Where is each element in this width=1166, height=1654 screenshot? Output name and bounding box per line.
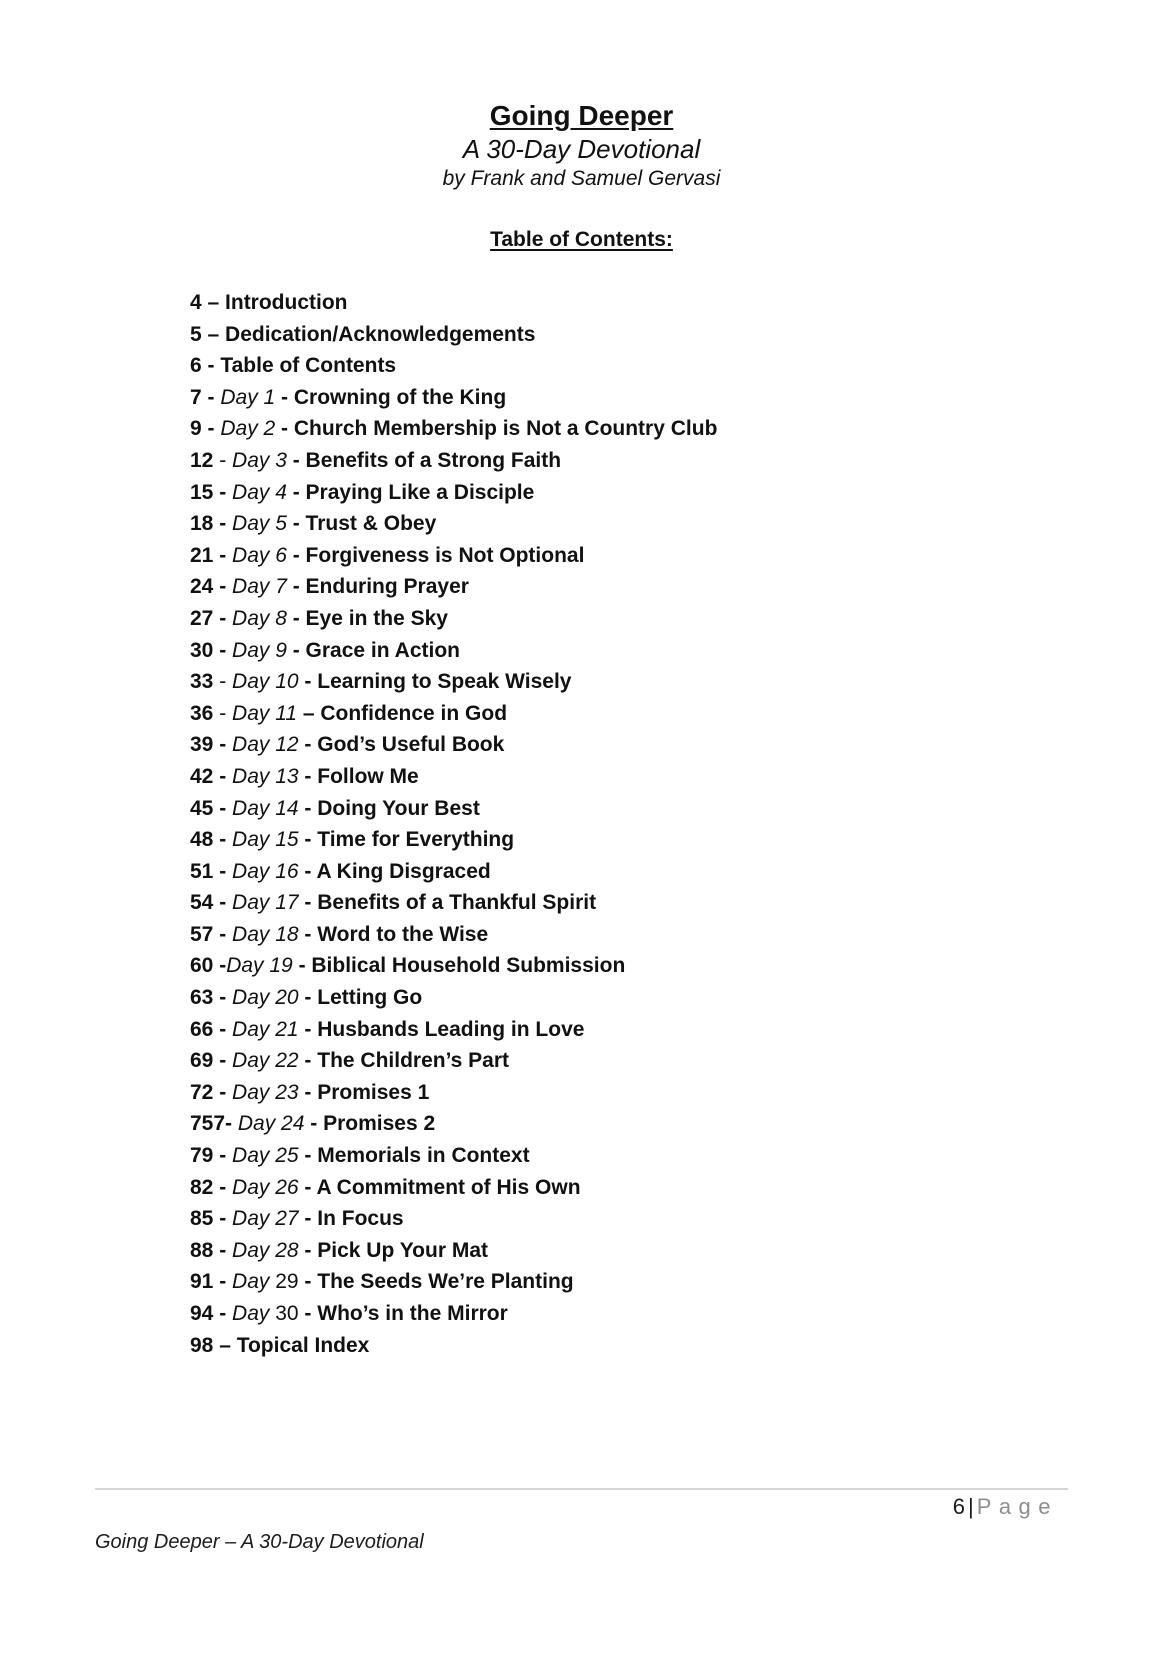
toc-heading: Table of Contents:: [490, 228, 673, 251]
toc-entry-segment: Day 27: [232, 1207, 299, 1231]
toc-entry-segment: Day 28: [232, 1238, 299, 1262]
toc-entry-segment: - Benefits of a Thankful Spirit: [298, 891, 597, 915]
toc-entry-segment: - In Focus: [298, 1207, 404, 1231]
toc-entry-segment: Day 14: [232, 796, 299, 820]
toc-entry-segment: Day 24: [232, 1112, 305, 1136]
toc-entry-segment: Day 13: [232, 764, 299, 788]
page-number-separator: |: [967, 1494, 974, 1519]
toc-entry: [190, 1108, 1070, 1140]
toc-entry: [190, 319, 1070, 351]
footer-page-number: [953, 1494, 1058, 1520]
toc-entry-segment: 36: [190, 701, 214, 725]
toc-entry-segment: 30: [269, 1302, 299, 1325]
toc-entry: [190, 919, 1070, 951]
toc-entry-segment: 29: [269, 1270, 299, 1294]
toc-entry-segment: 24 -: [190, 575, 233, 599]
toc-entry-segment: 51 -: [190, 859, 233, 883]
toc-entry-segment: -: [213, 701, 233, 725]
toc-entry-segment: - Promises 2: [304, 1112, 436, 1136]
toc-entry: [190, 950, 1070, 982]
toc-entry-segment: – Confidence in God: [297, 701, 508, 725]
toc-entry: [190, 729, 1070, 761]
toc-entry-segment: Day 2: [220, 417, 276, 441]
toc-entry-segment: - Eye in the Sky: [286, 606, 448, 630]
toc-entry-segment: 91 -: [190, 1270, 233, 1294]
toc-entry-segment: Day 15: [232, 828, 299, 852]
toc-entry: [190, 413, 1070, 445]
byline: by Frank and Samuel Gervasi: [442, 167, 721, 190]
toc-entry-segment: 57 -: [190, 922, 233, 946]
toc-entry-segment: 21 -: [190, 543, 233, 567]
toc-entry: [190, 287, 1070, 319]
toc-entry-segment: Day 10: [232, 670, 299, 694]
toc-entry-segment: 48 -: [190, 828, 233, 852]
toc-entry-segment: - Doing Your Best: [298, 796, 480, 820]
toc-entry-segment: Day 5: [232, 512, 287, 536]
toc-entry-segment: - A King Disgraced: [298, 859, 491, 883]
toc-entry-segment: Day 19: [226, 954, 293, 978]
toc-entry-segment: - Grace in Action: [286, 638, 460, 662]
toc-entry-segment: 12: [190, 448, 214, 472]
page-word: Page: [976, 1494, 1058, 1519]
toc-entry: [190, 382, 1070, 414]
toc-entry-segment: Day 26: [232, 1175, 299, 1199]
page-subtitle: A 30-Day Devotional: [462, 134, 701, 164]
toc-entry: [190, 761, 1070, 793]
toc-entry-segment: Day 1: [220, 385, 276, 409]
toc-entry-segment: 5 – Dedication/Acknowledgements: [190, 322, 536, 346]
toc-entry-segment: Day 11: [232, 701, 298, 725]
toc-entry: [190, 1266, 1070, 1298]
toc-entry-segment: - Memorials in Context: [298, 1144, 530, 1168]
toc-entry-segment: -: [213, 448, 233, 472]
toc-entry-segment: - A Commitment of His Own: [298, 1175, 581, 1199]
footer-divider: [95, 1488, 1068, 1490]
toc-entry-segment: 88 -: [190, 1238, 233, 1262]
toc-entry: [190, 1014, 1070, 1046]
toc-entry: [190, 477, 1070, 509]
toc-entry-segment: - Praying Like a Disciple: [286, 480, 535, 504]
toc-entry-segment: 7 -: [190, 385, 221, 409]
toc-entry-segment: - Letting Go: [298, 986, 423, 1010]
toc-entry: [190, 1203, 1070, 1235]
toc-entry-segment: 63 -: [190, 986, 233, 1010]
toc-entry-segment: - Trust & Obey: [286, 512, 437, 536]
page-number-value: 6: [952, 1494, 965, 1519]
toc-entry: [190, 887, 1070, 919]
toc-entry-segment: - Learning to Speak Wisely: [298, 670, 572, 694]
toc-entry-segment: 15 -: [190, 480, 233, 504]
toc-entry-segment: Day 6: [232, 543, 287, 567]
toc-entry-segment: 94 -: [190, 1302, 233, 1325]
toc-entry: [190, 824, 1070, 856]
toc-entry: [190, 603, 1070, 635]
toc-entry-segment: Day 16: [232, 859, 299, 883]
toc-entry-segment: 30 -: [190, 638, 233, 662]
document-header: [95, 99, 1068, 193]
toc-entry-segment: 54 -: [190, 891, 233, 915]
toc-entry: [190, 1077, 1070, 1109]
toc-entry-segment: - Promises 1: [298, 1080, 430, 1104]
toc-entry-segment: -: [213, 670, 233, 694]
toc-entry-segment: - God’s Useful Book: [298, 733, 505, 757]
toc-entry-segment: 42 -: [190, 764, 233, 788]
toc-entry-segment: - Enduring Prayer: [286, 575, 469, 599]
toc-entry-segment: 757-: [190, 1112, 233, 1136]
toc-entry-segment: - The Children’s Part: [298, 1049, 509, 1073]
toc-entry: [190, 1172, 1070, 1204]
toc-entry-segment: - Forgiveness is Not Optional: [286, 543, 585, 567]
toc-entry-segment: 45 -: [190, 796, 233, 820]
toc-entry-segment: Day 7: [232, 575, 287, 599]
toc-entry-segment: - Time for Everything: [298, 828, 515, 852]
toc-entry-segment: Day 4: [232, 480, 287, 504]
toc-entry-segment: 79 -: [190, 1144, 233, 1168]
toc-entry-segment: 98 – Topical Index: [190, 1333, 370, 1357]
toc-entry-segment: Day 22: [232, 1049, 299, 1073]
toc-entry-segment: Day 25: [232, 1144, 299, 1168]
toc-entry-segment: Day 12: [232, 733, 299, 757]
toc-entry-segment: - Word to the Wise: [298, 922, 489, 946]
toc-entry-segment: 60 -: [190, 954, 227, 978]
toc-entry-segment: - Crowning of the King: [275, 385, 507, 409]
toc-entry-segment: - Follow Me: [298, 764, 419, 788]
toc-entry: [190, 1045, 1070, 1077]
toc-entry-segment: Day 18: [232, 922, 299, 946]
toc-list: [190, 287, 1070, 1361]
toc-entry: [190, 350, 1070, 382]
toc-entry: [190, 571, 1070, 603]
toc-entry: [190, 445, 1070, 477]
toc-entry-segment: 18 -: [190, 512, 233, 536]
toc-entry-segment: 27 -: [190, 606, 233, 630]
toc-entry-segment: Day: [232, 1270, 270, 1294]
toc-entry-segment: 66 -: [190, 1017, 233, 1041]
toc-entry-segment: - Church Membership is Not a Country Club: [275, 417, 718, 441]
toc-entry-segment: 39 -: [190, 733, 233, 757]
toc-entry-segment: 85 -: [190, 1207, 233, 1231]
toc-entry: [190, 508, 1070, 540]
toc-entry: [190, 856, 1070, 888]
toc-entry-segment: 69 -: [190, 1049, 233, 1073]
toc-entry-segment: 33: [190, 670, 214, 694]
toc-entry-segment: 4 – Introduction: [190, 291, 348, 314]
toc-entry-segment: Day 9: [232, 638, 287, 662]
toc-entry-segment: 9 -: [190, 417, 221, 441]
toc-entry: [190, 793, 1070, 825]
toc-entry: [190, 698, 1070, 730]
toc-entry-segment: Day 20: [232, 986, 299, 1010]
toc-entry-segment: - The Seeds We’re Planting: [298, 1270, 574, 1294]
toc-entry-segment: - Biblical Household Submission: [292, 954, 626, 978]
toc-entry-segment: - Husbands Leading in Love: [298, 1017, 585, 1041]
toc-entry: [190, 1330, 1070, 1362]
toc-entry-segment: Day 17: [232, 891, 299, 915]
toc-entry-segment: Day 8: [232, 606, 287, 630]
toc-entry-segment: Day 21: [232, 1017, 299, 1041]
footer-document-title: Going Deeper – A 30-Day Devotional: [95, 1531, 424, 1553]
toc-entry-segment: Day 23: [232, 1080, 299, 1104]
toc-entry-segment: Day: [232, 1302, 270, 1325]
toc-entry-segment: Day 3: [232, 448, 287, 472]
toc-entry: [190, 982, 1070, 1014]
toc-entry: [190, 1298, 1070, 1330]
toc-entry-segment: 6 - Table of Contents: [190, 354, 397, 378]
toc-entry: [190, 635, 1070, 667]
toc-entry-segment: 72 -: [190, 1080, 233, 1104]
toc-entry-segment: - Pick Up Your Mat: [298, 1238, 488, 1262]
toc-entry: [190, 1140, 1070, 1172]
toc-entry: [190, 540, 1070, 572]
toc-entry: [190, 1235, 1070, 1267]
toc-entry-segment: - Benefits of a Strong Faith: [286, 448, 562, 472]
toc-entry: [190, 666, 1070, 698]
toc-entry-segment: 82 -: [190, 1175, 233, 1199]
toc-entry-segment: - Who’s in the Mirror: [298, 1302, 508, 1325]
page-title: Going Deeper: [489, 100, 674, 131]
